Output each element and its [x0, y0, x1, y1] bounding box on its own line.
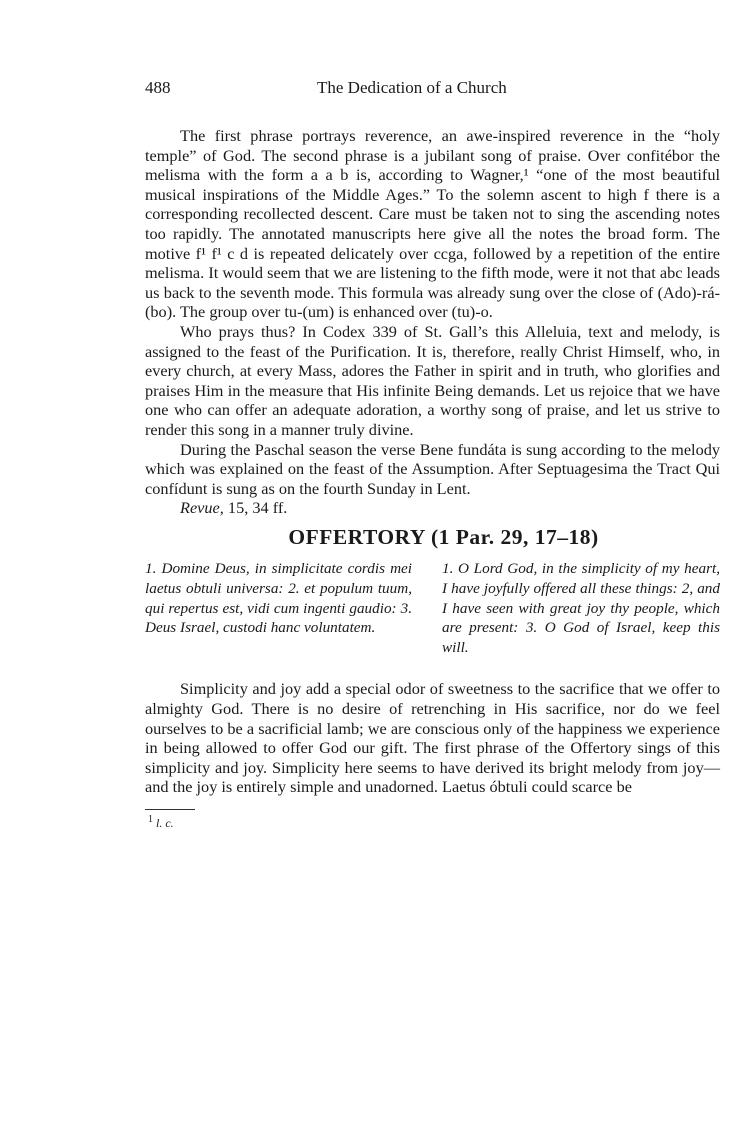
reference-line: [145, 498, 720, 518]
reference-source: Revue,: [180, 498, 224, 518]
latin-text: 1. Domine Deus, in simplicitate cordis mei laetus obtuli universa: 2. et populum tuum, qui repertus est, vidi cum ingenti gaudio: 3. Deus Israel, custodi hanc voluntatem.: [145, 560, 412, 637]
paragraph-codex: Who prays thus? In Codex 339 of St. Gall’s this Alleluia, text and melody, is assigned to the feast of the Purification. It is, therefore, really Christ Himself, who, in every church, at every Mass, adores the Father in spirit and in truth, who glorifies and praises Him in the measure that His infinite Being demands. Let us rejoice that we have one who can offer an adequate adoration, a worthy song of praise, and let us strive to render this song in a manner truly divine.: [145, 321, 720, 439]
footnote-number: 1: [148, 814, 153, 825]
footnote: [148, 814, 720, 834]
footnote-text: l. c.: [156, 816, 174, 830]
paragraph-simplicity: Simplicity and joy add a special odor of sweetness to the sacrifice that we offer to almighty God. There is no desire of retrenching in His sacrifice, nor do we feel ourselves to be a sacrificial lamb; we are conscious only of the happiness we experience in being allowed to offer God our gift. The first phrase of the Offertory sings of this simplicity and joy. Simplicity here seems to have derived its bright melody from joy—and the joy is entirely simple and unadorned. Laetus óbtuli could scarce be: [145, 679, 720, 797]
page-body: [145, 126, 720, 834]
running-title: The Dedication of a Church: [317, 78, 507, 97]
paragraph-melisma: The first phrase portrays reverence, an awe-inspired reverence in the “holy temple” of God. The second phrase is a jubilant song of praise. Over confitébor the melisma with the form a a b is, according to Wagner,¹ “one of the most beautiful musical inspirations of the Middle Ages.” To the solemn ascent to high f there is a corresponding recollected descent. Care must be taken not to sing the ascending notes too rapidly. The annotated manuscripts here give all the notes the broad form. The motive f¹ f¹ c d is repeated delicately over ccga, followed by a repetition of the entire melisma. It would seem that we are listening to the fifth mode, were it not that abc leads us back to the seventh mode. This formula was already sung over the close of (Ado)-rá-(bo). The group over tu-(um) is enhanced over (tu)-o.: [145, 126, 720, 322]
page-number: 488: [145, 78, 171, 97]
offertory-text-columns: [145, 559, 720, 657]
reference-location: 15, 34 ff.: [227, 498, 288, 518]
page-header: [145, 78, 720, 104]
footnote-rule: [145, 809, 195, 810]
english-translation: 1. O Lord God, in the simplicity of my heart, I have joyfully offered all these things: 2, and I have seen with great joy thy people, which are present: 3. O God of Israel, keep this will.: [442, 560, 720, 656]
paragraph-paschal: During the Paschal season the verse Bene fundáta is sung according to the melody which was explained on the feast of the Assumption. After Septuagesima the Tract Qui confídunt is sung as on the fourth Sunday in Lent.: [145, 439, 720, 498]
offertory-heading: OFFERTORY (1 Par. 29, 17–18): [288, 524, 599, 549]
